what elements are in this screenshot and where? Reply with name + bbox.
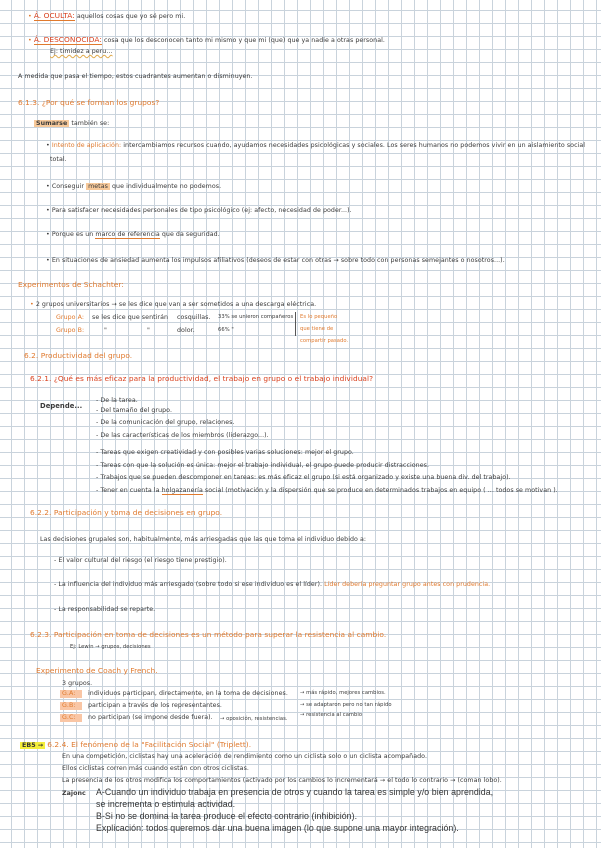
grupo-b-side: 66% " bbox=[218, 327, 234, 333]
line-area-oculta: • Á. OCULTA: aquellos cosas que yo sé pero mi. bbox=[28, 11, 186, 20]
coch-ga-text: individuos participan, directamente, en la toma de decisiones. bbox=[88, 690, 288, 697]
bullet-2-c: que individualmente no podemos. bbox=[112, 183, 222, 190]
line-sumarse bbox=[34, 119, 109, 128]
grupo-a-key: cosquillas. bbox=[177, 314, 211, 321]
heading-6-2-1: 6.2.1. ¿Qué es más eficaz para la productividad, el trabajo en grupo o el trabajo individual? bbox=[30, 374, 374, 383]
bullet-5-text: En situaciones de ansiedad aumenta los impulsos afiliativos (deseos de estar con otras → sobre todo con personas semejantes o nosotros...). bbox=[51, 257, 505, 264]
def-area-oculta: aquellos cosas que yo sé pero mi. bbox=[76, 13, 186, 20]
heading-coch-french: Experimento de Coach y French. bbox=[36, 666, 158, 675]
decisiones-2-lider: Líder debería preguntar grupo antes con prudencia. bbox=[324, 581, 491, 588]
label-zajonc: Zajonc bbox=[62, 790, 86, 797]
sumarse-rest: también se: bbox=[71, 120, 110, 127]
tarea-4-holgazaneria: holgazanería bbox=[161, 487, 203, 494]
bullet-3-text: Para satisfacer necesidades personales de tipo psicológico (ej: afecto, necesidad de poder...). bbox=[51, 207, 352, 214]
heading-6-2-4-line bbox=[20, 740, 251, 750]
bullet-4-a: Porque es un bbox=[51, 231, 94, 238]
coch-gc-side: → resistencia al cambio bbox=[300, 712, 363, 718]
tarea-2: - Tareas con que la solución es única: mejor el trabajo individual, el grupo puede producir distracciones. bbox=[96, 462, 430, 469]
schachter-note-3: compartir pasado. bbox=[300, 338, 349, 344]
grupo-b-quote-2: " bbox=[147, 327, 150, 334]
coch-gb-label: G.B: bbox=[62, 702, 76, 709]
heading-6-1-3: 6.1.3. ¿Por qué se forman los grupos? bbox=[18, 98, 160, 107]
decisiones-intro: Las decisiones grupales son, habitualmente, más arriesgadas que las que toma el individuo debido a: bbox=[40, 536, 367, 543]
facilitacion-1: En una competición, ciclistas hay una aceleración de rendimiento como un ciclista solo o un ciclista acompañado. bbox=[62, 753, 427, 760]
tarea-3: - Trabajos que se pueden descomponer en tareas: es más eficaz el grupo (si está organizado y existe una buena div. del trabajo). bbox=[96, 474, 511, 481]
def-area-desconocida: cosa que los desconocen tanto mi mismo y que mi (que) que ya nadie a otras personal. bbox=[103, 37, 385, 44]
grupo-b-label: Grupo B: bbox=[56, 327, 85, 334]
label-depende: Depende... bbox=[40, 402, 83, 410]
zajonc-explicacion: Explicación: todos queremos dar una buena imagen (lo que supone una mayor integración). bbox=[96, 823, 459, 833]
schachter-brace bbox=[295, 312, 296, 336]
decisiones-3: - La responsabilidad se reparte. bbox=[54, 606, 156, 613]
tarea-4-c: social (motivación y la dispersión que se produce en determinados trabajos en equipo ( ... todos se motivan ). bbox=[204, 487, 558, 494]
depende-2: - Del tamaño del grupo. bbox=[96, 407, 173, 414]
heading-6-2-3: 6.2.3. Participación en toma de decisiones es un método para superar la resistencia al cambio. bbox=[30, 630, 387, 639]
schachter-note-1: Es lo pequeño bbox=[300, 314, 338, 320]
note-6-2-3: Ej: Lewin → grupos, decisiones bbox=[70, 644, 151, 650]
decisiones-1: - El valor cultural del riesgo (el riesgo tiene prestigio). bbox=[54, 557, 227, 564]
term-area-oculta: Á. OCULTA: bbox=[33, 11, 75, 20]
decisiones-2-a: - La influencia del individuo más arriesgado (sobre todo si ese individuo es el líder). bbox=[54, 581, 323, 588]
coch-ga-label: G.A: bbox=[62, 690, 76, 697]
heading-6-2-4: 6.2.4. El fenómeno de la "Facilitación Social" (Triplett). bbox=[47, 740, 252, 749]
bullet-5: • En situaciones de ansiedad aumenta los impulsos afiliativos (deseos de estar con otras → sobre todo con personas semejantes o nosotros...). bbox=[46, 257, 505, 264]
coch-gb-text: participan a través de los representantes. bbox=[88, 702, 222, 709]
depende-4: - De las características de los miembros (liderazgo...). bbox=[96, 432, 269, 439]
schachter-intro-text: 2 grupos universitarios → se les dice que van a ser sometidos a una descarga eléctrica. bbox=[35, 301, 317, 308]
grupo-b-key: dolor. bbox=[177, 327, 195, 334]
coch-grupos: 3 grupos. bbox=[62, 680, 93, 687]
heading-6-2-2: 6.2.2. Participación y toma de decisiones en grupo. bbox=[30, 508, 223, 517]
tarea-4-a: - Tener en cuenta la bbox=[96, 487, 160, 494]
grupo-a-side: 33% se unieron compañeros bbox=[218, 314, 294, 320]
tarea-1: - Tareas que exigen creatividad y con posibles varias soluciones: mejor el grupo. bbox=[96, 449, 354, 456]
bullet-1-term: Intento de aplicación: bbox=[51, 142, 122, 149]
coch-gc-text: no participan (se impone desde fuera). bbox=[88, 714, 213, 721]
grupo-a-label: Grupo A: bbox=[56, 314, 85, 321]
term-area-desconocida: Á. DESCONOCIDA: bbox=[33, 35, 102, 44]
bullet-4-c: que da seguridad. bbox=[161, 231, 220, 238]
coch-gc-label: G.C: bbox=[62, 714, 76, 721]
coch-gc-mid: → oposición, resistencias. bbox=[220, 716, 288, 722]
schachter-note-2: que tiene de bbox=[300, 326, 334, 332]
facilitacion-3: La presencia de los otros modifica los comportamientos (activado por los cambios lo incrementará → el todo lo contrario → (coman lobo). bbox=[62, 777, 502, 784]
note-cuadrantes: A medida que pasa el tiempo, estos cuadrantes aumentan o disminuyen. bbox=[18, 73, 253, 80]
coch-gb-side: → se adaptaron pero no tan rápido bbox=[300, 702, 392, 708]
decisiones-2 bbox=[54, 580, 490, 589]
heading-6-2: 6.2. Productividad del grupo. bbox=[24, 351, 133, 360]
bullet-2-metas: metas bbox=[88, 183, 108, 190]
example-timidez: Ej: timidez a peru... bbox=[50, 48, 113, 55]
tag-eb5: EB5 → bbox=[22, 742, 44, 749]
bullet-2-a: Conseguir bbox=[51, 183, 84, 190]
bullet-2: • Conseguir metas que individualmente no podemos. bbox=[46, 183, 222, 190]
coch-ga-side: → más rápido, mejores cambios. bbox=[300, 690, 386, 696]
zajonc-a-cont: se incrementa o estimula actividad. bbox=[96, 799, 236, 809]
zajonc-b: B-Si no se domina la tarea produce el efecto contrario (inhibición). bbox=[96, 811, 358, 821]
line-area-desconocida: • Á. DESCONOCIDA: cosa que los desconocen tanto mi mismo y que mi (que) que ya nadie a otras personal. bbox=[28, 35, 385, 44]
bullet-1-cont: total. bbox=[50, 156, 67, 163]
zajonc-a: A-Cuando un individuo trabaja en presencia de otros y cuando la tarea es simple y/o bien aprendida, bbox=[96, 787, 494, 797]
label-sumarse: Sumarse bbox=[36, 120, 68, 127]
tarea-4 bbox=[96, 486, 558, 495]
bullet-1: • Intento de aplicación: intercambiamos recursos cuando, ayudamos necesidades psicológicas y sociales. Los seres humanos no podemos vivir en un aislamiento social bbox=[46, 142, 586, 149]
facilitacion-2: Ellos ciclistas corren más cuando están con otros ciclistas. bbox=[62, 765, 249, 772]
schachter-intro: • 2 grupos universitarios → se les dice que van a ser sometidos a una descarga eléctrica. bbox=[30, 301, 317, 308]
grupo-a-text: se les dice que sentirán bbox=[92, 314, 169, 321]
depende-1: - De la tarea. bbox=[96, 397, 138, 404]
bullet-4: • Porque es un marco de referencia que da seguridad. bbox=[46, 231, 220, 238]
bullet-4-marco: marco de referencia bbox=[95, 231, 160, 238]
bullet-1-text: intercambiamos recursos cuando, ayudamos necesidades psicológicas y sociales. Los seres humanos no podemos vivir en un aislamiento social bbox=[123, 142, 586, 149]
heading-schachter: Experimentos de Schachter: bbox=[18, 280, 124, 289]
bullet-3: • Para satisfacer necesidades personales de tipo psicológico (ej: afecto, necesidad de poder...). bbox=[46, 207, 352, 214]
depende-3: - De la comunicación del grupo, relaciones. bbox=[96, 419, 235, 426]
grupo-b-quote-1: " bbox=[104, 327, 107, 334]
